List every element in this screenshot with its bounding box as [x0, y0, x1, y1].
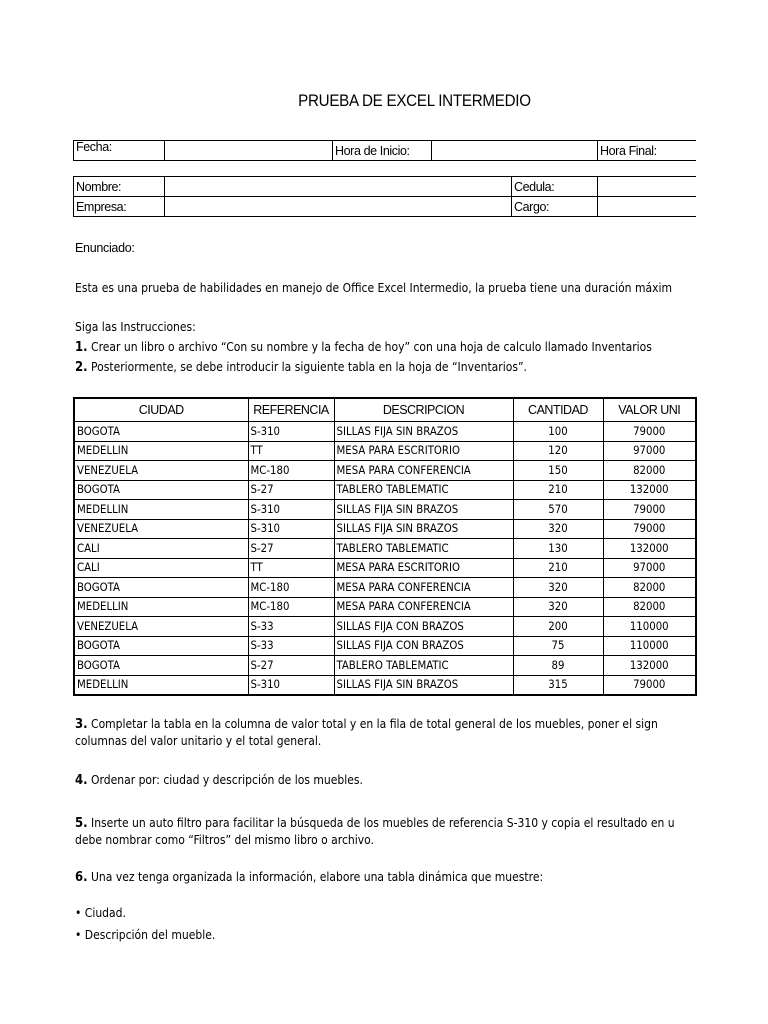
cell-ciudad: MEDELLIN	[74, 597, 248, 617]
step-1	[75, 338, 695, 357]
cell-valor-uni: 97000	[603, 558, 696, 578]
header-ciudad: CIUDAD	[74, 398, 248, 422]
cell-referencia: S-310	[248, 519, 334, 539]
cell-ciudad: VENEZUELA	[74, 519, 248, 539]
cell-descripcion: TABLERO TABLEMATIC	[334, 539, 513, 559]
step-1-text: Crear un libro o archivo “Con su nombre y la fecha de hoy” con una hoja de calculo llamado Inventarios	[87, 340, 652, 354]
step-3-text: Completar la tabla en la columna de valor total y en la fila de total general de los muebles, poner el sign	[87, 717, 658, 731]
cell-referencia: S-27	[248, 480, 334, 500]
cell-cantidad: 315	[513, 675, 603, 695]
step-1-number: 1.	[75, 340, 88, 355]
cell-cantidad: 320	[513, 597, 603, 617]
cell-descripcion: SILLAS FIJA SIN BRAZOS	[334, 422, 513, 442]
cell-valor-uni: 132000	[603, 539, 696, 559]
cell-ciudad: CALI	[74, 558, 248, 578]
cell-descripcion: MESA PARA ESCRITORIO	[334, 441, 513, 461]
cell-descripcion: MESA PARA CONFERENCIA	[334, 461, 513, 481]
table-row	[74, 539, 696, 559]
step-6	[75, 868, 695, 887]
cell-referencia: TT	[248, 558, 334, 578]
step-5-number: 5.	[75, 816, 88, 831]
bullet-descripcion: • Descripción del mueble.	[75, 928, 216, 942]
cell-referencia: S-27	[248, 539, 334, 559]
step-3-number: 3.	[75, 717, 88, 732]
cell-cantidad: 200	[513, 617, 603, 637]
table-row	[74, 578, 696, 598]
cell-ciudad: BOGOTA	[74, 578, 248, 598]
cell-valor-uni: 82000	[603, 597, 696, 617]
step-3	[75, 716, 695, 750]
cell-ciudad: MEDELLIN	[74, 675, 248, 695]
bullet-ciudad: • Ciudad.	[75, 906, 126, 920]
cell-descripcion: SILLAS FIJA SIN BRAZOS	[334, 500, 513, 520]
cargo-label: Cargo:	[512, 197, 598, 217]
table-row	[74, 422, 696, 442]
cell-ciudad: VENEZUELA	[74, 461, 248, 481]
step-4-text: Ordenar por: ciudad y descripción de los muebles.	[87, 773, 363, 787]
header-descripcion: DESCRIPCION	[334, 398, 513, 422]
fecha-label: Fecha:	[74, 141, 165, 161]
table-row	[74, 597, 696, 617]
header-referencia: REFERENCIA	[248, 398, 334, 422]
cell-ciudad: MEDELLIN	[74, 500, 248, 520]
cell-valor-uni: 79000	[603, 675, 696, 695]
hora-final-label: Hora Final:	[598, 141, 696, 161]
inventory-table	[73, 397, 697, 696]
table-row	[74, 636, 696, 656]
cell-cantidad: 210	[513, 558, 603, 578]
step-2	[75, 358, 695, 377]
nombre-field[interactable]	[165, 177, 512, 197]
cell-descripcion: SILLAS FIJA CON BRAZOS	[334, 636, 513, 656]
table-row	[74, 441, 696, 461]
table-row	[74, 617, 696, 637]
empresa-field[interactable]	[165, 197, 512, 217]
step-5	[75, 815, 695, 849]
header-form-rows-2	[73, 176, 696, 217]
table-row	[74, 480, 696, 500]
fecha-field[interactable]	[165, 141, 333, 161]
cell-referencia: S-310	[248, 422, 334, 442]
table-row	[74, 500, 696, 520]
step-5-line-1	[75, 815, 695, 832]
cell-ciudad: VENEZUELA	[74, 617, 248, 637]
table-row	[74, 656, 696, 676]
cedula-label: Cedula:	[512, 177, 598, 197]
cell-valor-uni: 82000	[603, 578, 696, 598]
cell-referencia: TT	[248, 441, 334, 461]
cell-valor-uni: 110000	[603, 636, 696, 656]
header-valor-uni: VALOR UNI	[603, 398, 696, 422]
cell-cantidad: 320	[513, 519, 603, 539]
cell-referencia: S-310	[248, 500, 334, 520]
hora-inicio-field[interactable]	[432, 141, 598, 161]
cell-ciudad: CALI	[74, 539, 248, 559]
inventory-header-row	[74, 398, 696, 422]
cell-cantidad: 100	[513, 422, 603, 442]
header-cantidad: CANTIDAD	[513, 398, 603, 422]
cell-referencia: MC-180	[248, 461, 334, 481]
step-6-number: 6.	[75, 870, 88, 885]
page-title-text: PRUEBA DE EXCEL INTERMEDIO	[297, 92, 531, 110]
cell-valor-uni: 79000	[603, 500, 696, 520]
cell-referencia: MC-180	[248, 597, 334, 617]
table-row	[74, 558, 696, 578]
cell-descripcion: TABLERO TABLEMATIC	[334, 656, 513, 676]
page-title	[0, 92, 768, 111]
cell-cantidad: 89	[513, 656, 603, 676]
cell-valor-uni: 79000	[603, 519, 696, 539]
cell-ciudad: BOGOTA	[74, 656, 248, 676]
cell-ciudad: BOGOTA	[74, 480, 248, 500]
table-row	[74, 461, 696, 481]
cell-referencia: MC-180	[248, 578, 334, 598]
cell-descripcion: SILLAS FIJA SIN BRAZOS	[334, 519, 513, 539]
cell-valor-uni: 82000	[603, 461, 696, 481]
cell-valor-uni: 79000	[603, 422, 696, 442]
cargo-field[interactable]	[598, 197, 696, 217]
inventory-body	[74, 422, 696, 696]
step-3-line-1	[75, 716, 695, 733]
cell-ciudad: BOGOTA	[74, 636, 248, 656]
table-row	[74, 519, 696, 539]
cedula-field[interactable]	[598, 177, 696, 197]
cell-ciudad: BOGOTA	[74, 422, 248, 442]
cell-referencia: S-33	[248, 636, 334, 656]
table-row	[74, 675, 696, 695]
cell-cantidad: 320	[513, 578, 603, 598]
cell-cantidad: 120	[513, 441, 603, 461]
step-4-number: 4.	[75, 773, 88, 788]
empresa-label: Empresa:	[74, 197, 165, 217]
step-4	[75, 771, 695, 790]
cell-valor-uni: 132000	[603, 480, 696, 500]
step-2-number: 2.	[75, 360, 88, 375]
cell-cantidad: 130	[513, 539, 603, 559]
cell-referencia: S-27	[248, 656, 334, 676]
cell-cantidad: 570	[513, 500, 603, 520]
cell-valor-uni: 132000	[603, 656, 696, 676]
cell-descripcion: SILLAS FIJA SIN BRAZOS	[334, 675, 513, 695]
instructions-heading: Siga las Instrucciones:	[75, 320, 196, 334]
step-6-text: Una vez tenga organizada la información, elabore una tabla dinámica que muestre:	[87, 870, 544, 884]
step-5-text-continued: debe nombrar como “Filtros” del mismo libro o archivo.	[75, 833, 374, 847]
cell-referencia: S-310	[248, 675, 334, 695]
step-2-text: Posteriormente, se debe introducir la siguiente tabla en la hoja de “Inventarios”.	[87, 360, 527, 374]
cell-valor-uni: 97000	[603, 441, 696, 461]
cell-cantidad: 150	[513, 461, 603, 481]
cell-descripcion: MESA PARA CONFERENCIA	[334, 578, 513, 598]
nombre-label: Nombre:	[74, 177, 165, 197]
cell-descripcion: MESA PARA ESCRITORIO	[334, 558, 513, 578]
cell-cantidad: 75	[513, 636, 603, 656]
cell-ciudad: MEDELLIN	[74, 441, 248, 461]
cell-cantidad: 210	[513, 480, 603, 500]
step-3-text-continued: columnas del valor unitario y el total general.	[75, 734, 322, 748]
cell-descripcion: MESA PARA CONFERENCIA	[334, 597, 513, 617]
cell-descripcion: SILLAS FIJA CON BRAZOS	[334, 617, 513, 637]
header-form-row-1	[73, 140, 696, 161]
cell-referencia: S-33	[248, 617, 334, 637]
step-5-text: Inserte un auto filtro para facilitar la búsqueda de los muebles de referencia S-310 y copia el resultado en u	[87, 816, 675, 830]
enunciado-label: Enunciado:	[75, 241, 135, 255]
intro-paragraph: Esta es una prueba de habilidades en manejo de Office Excel Intermedio, la prueba tiene una duración máxim	[75, 281, 672, 295]
hora-inicio-label: Hora de Inicio:	[333, 141, 432, 161]
cell-valor-uni: 110000	[603, 617, 696, 637]
cell-descripcion: TABLERO TABLEMATIC	[334, 480, 513, 500]
